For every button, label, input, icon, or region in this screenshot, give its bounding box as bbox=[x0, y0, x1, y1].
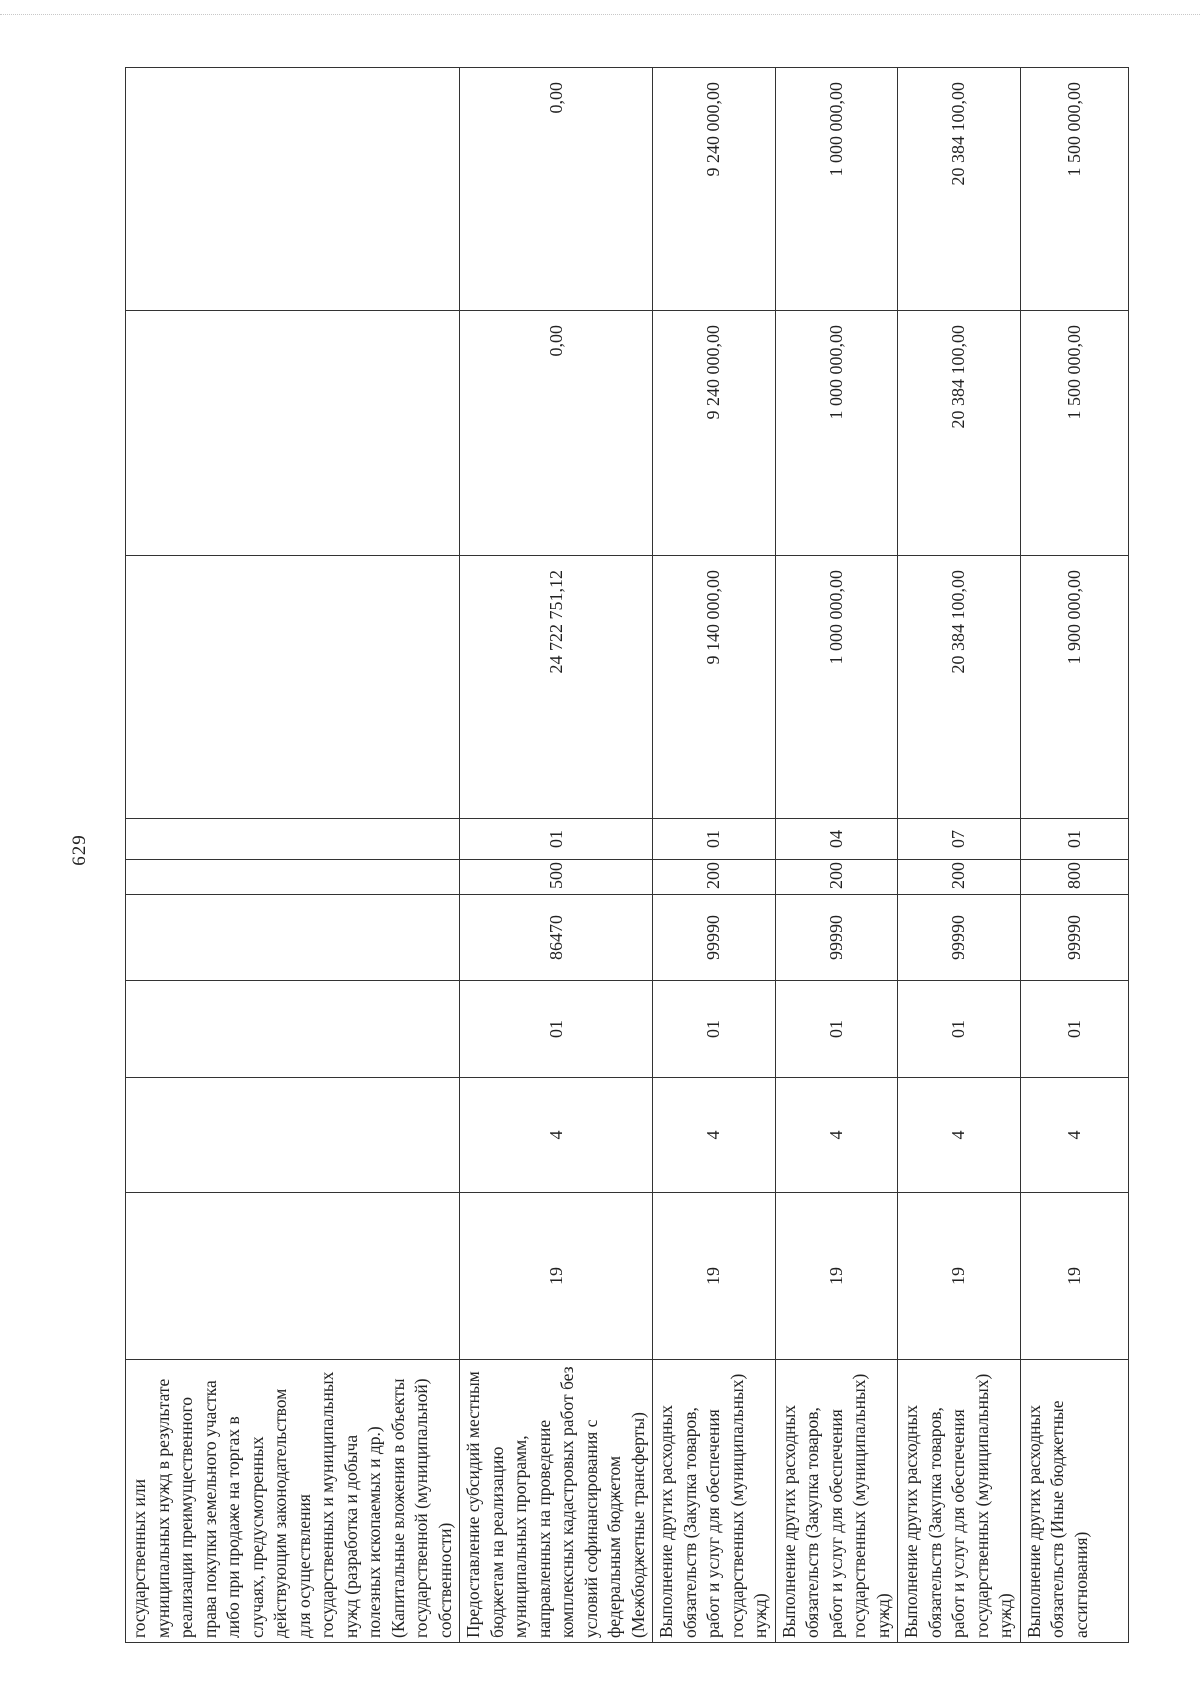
amount-cell: 20 384 100,00 bbox=[898, 311, 1021, 556]
table-row bbox=[898, 68, 1021, 1643]
code-cell: 01 bbox=[1020, 981, 1128, 1078]
code-cell: 200 bbox=[653, 860, 776, 895]
code-cell: 01 bbox=[653, 819, 776, 860]
amount-cell: 9 240 000,00 bbox=[653, 311, 776, 556]
code-cell: 99990 bbox=[1020, 895, 1128, 981]
row-description: государственных или муниципальных нужд в результате реализации преимущественного права покупки земельного участка либо при продаже на торгах в случаях, предусмотренных действующим законодательством для осуществления государственных и муниципальных нужд (разработка и добыча полезных ископаемых и др.) (Капитальные вложения в объекты государственной (муниципальной) собственности) bbox=[126, 1360, 460, 1643]
code-cell: 19 bbox=[775, 1193, 898, 1360]
code-cell bbox=[126, 981, 460, 1078]
code-cell bbox=[126, 819, 460, 860]
code-cell bbox=[126, 895, 460, 981]
amount-cell: 0,00 bbox=[460, 68, 653, 311]
row-description: Выполнение других расходных обязательств (Закупка товаров, работ и услуг для обеспечения государственных (муниципальных) нужд) bbox=[653, 1360, 776, 1643]
code-cell: 19 bbox=[898, 1193, 1021, 1360]
code-cell: 4 bbox=[775, 1078, 898, 1193]
table-row bbox=[775, 68, 898, 1643]
amount-cell: 20 384 100,00 bbox=[898, 68, 1021, 311]
code-cell bbox=[126, 1193, 460, 1360]
amount-cell bbox=[126, 68, 460, 311]
code-cell: 01 bbox=[653, 981, 776, 1078]
table-row bbox=[126, 68, 460, 1643]
row-description: Выполнение других расходных обязательств (Закупка товаров, работ и услуг для обеспечения государственных (муниципальных) нужд) bbox=[775, 1360, 898, 1643]
row-description: Предоставление субсидий местным бюджетам на реализацию муниципальных программ, направленных на проведение комплексных кадастровых работ без условий софинансирования с федеральным бюджетом (Межбюджетные трансферты) bbox=[460, 1360, 653, 1643]
amount-cell: 1 500 000,00 bbox=[1020, 311, 1128, 556]
row-description: Выполнение других расходных обязательств (Иные бюджетные ассигнования) bbox=[1020, 1360, 1128, 1643]
code-cell: 4 bbox=[1020, 1078, 1128, 1193]
code-cell: 99990 bbox=[653, 895, 776, 981]
code-cell: 01 bbox=[1020, 819, 1128, 860]
amount-cell: 1 000 000,00 bbox=[775, 68, 898, 311]
code-cell: 500 bbox=[460, 860, 653, 895]
amount-cell: 1 000 000,00 bbox=[775, 556, 898, 819]
page-number: 629 bbox=[69, 834, 90, 866]
scan-edge-line bbox=[0, 14, 1200, 15]
code-cell: 200 bbox=[898, 860, 1021, 895]
row-description: Выполнение других расходных обязательств (Закупка товаров, работ и услуг для обеспечения государственных (муниципальных) нужд) bbox=[898, 1360, 1021, 1643]
code-cell: 86470 bbox=[460, 895, 653, 981]
code-cell: 19 bbox=[460, 1193, 653, 1360]
budget-table bbox=[125, 67, 1129, 1643]
code-cell: 4 bbox=[460, 1078, 653, 1193]
amount-cell: 9 140 000,00 bbox=[653, 556, 776, 819]
code-cell: 01 bbox=[460, 819, 653, 860]
code-cell: 4 bbox=[898, 1078, 1021, 1193]
code-cell: 04 bbox=[775, 819, 898, 860]
code-cell: 800 bbox=[1020, 860, 1128, 895]
code-cell: 99990 bbox=[775, 895, 898, 981]
amount-cell bbox=[126, 311, 460, 556]
amount-cell: 1 500 000,00 bbox=[1020, 68, 1128, 311]
code-cell: 07 bbox=[898, 819, 1021, 860]
amount-cell: 20 384 100,00 bbox=[898, 556, 1021, 819]
code-cell: 200 bbox=[775, 860, 898, 895]
table-row bbox=[653, 68, 776, 1643]
code-cell: 01 bbox=[898, 981, 1021, 1078]
code-cell: 19 bbox=[653, 1193, 776, 1360]
code-cell: 99990 bbox=[898, 895, 1021, 981]
amount-cell: 9 240 000,00 bbox=[653, 68, 776, 311]
code-cell: 19 bbox=[1020, 1193, 1128, 1360]
rotated-table-holder bbox=[125, 68, 1118, 1643]
amount-cell bbox=[126, 556, 460, 819]
amount-cell: 1 900 000,00 bbox=[1020, 556, 1128, 819]
amount-cell: 1 000 000,00 bbox=[775, 311, 898, 556]
code-cell: 01 bbox=[775, 981, 898, 1078]
table-row bbox=[1020, 68, 1128, 1643]
amount-cell: 0,00 bbox=[460, 311, 653, 556]
code-cell: 4 bbox=[653, 1078, 776, 1193]
table-row bbox=[460, 68, 653, 1643]
amount-cell: 24 722 751,12 bbox=[460, 556, 653, 819]
code-cell bbox=[126, 860, 460, 895]
code-cell: 01 bbox=[460, 981, 653, 1078]
code-cell bbox=[126, 1078, 460, 1193]
